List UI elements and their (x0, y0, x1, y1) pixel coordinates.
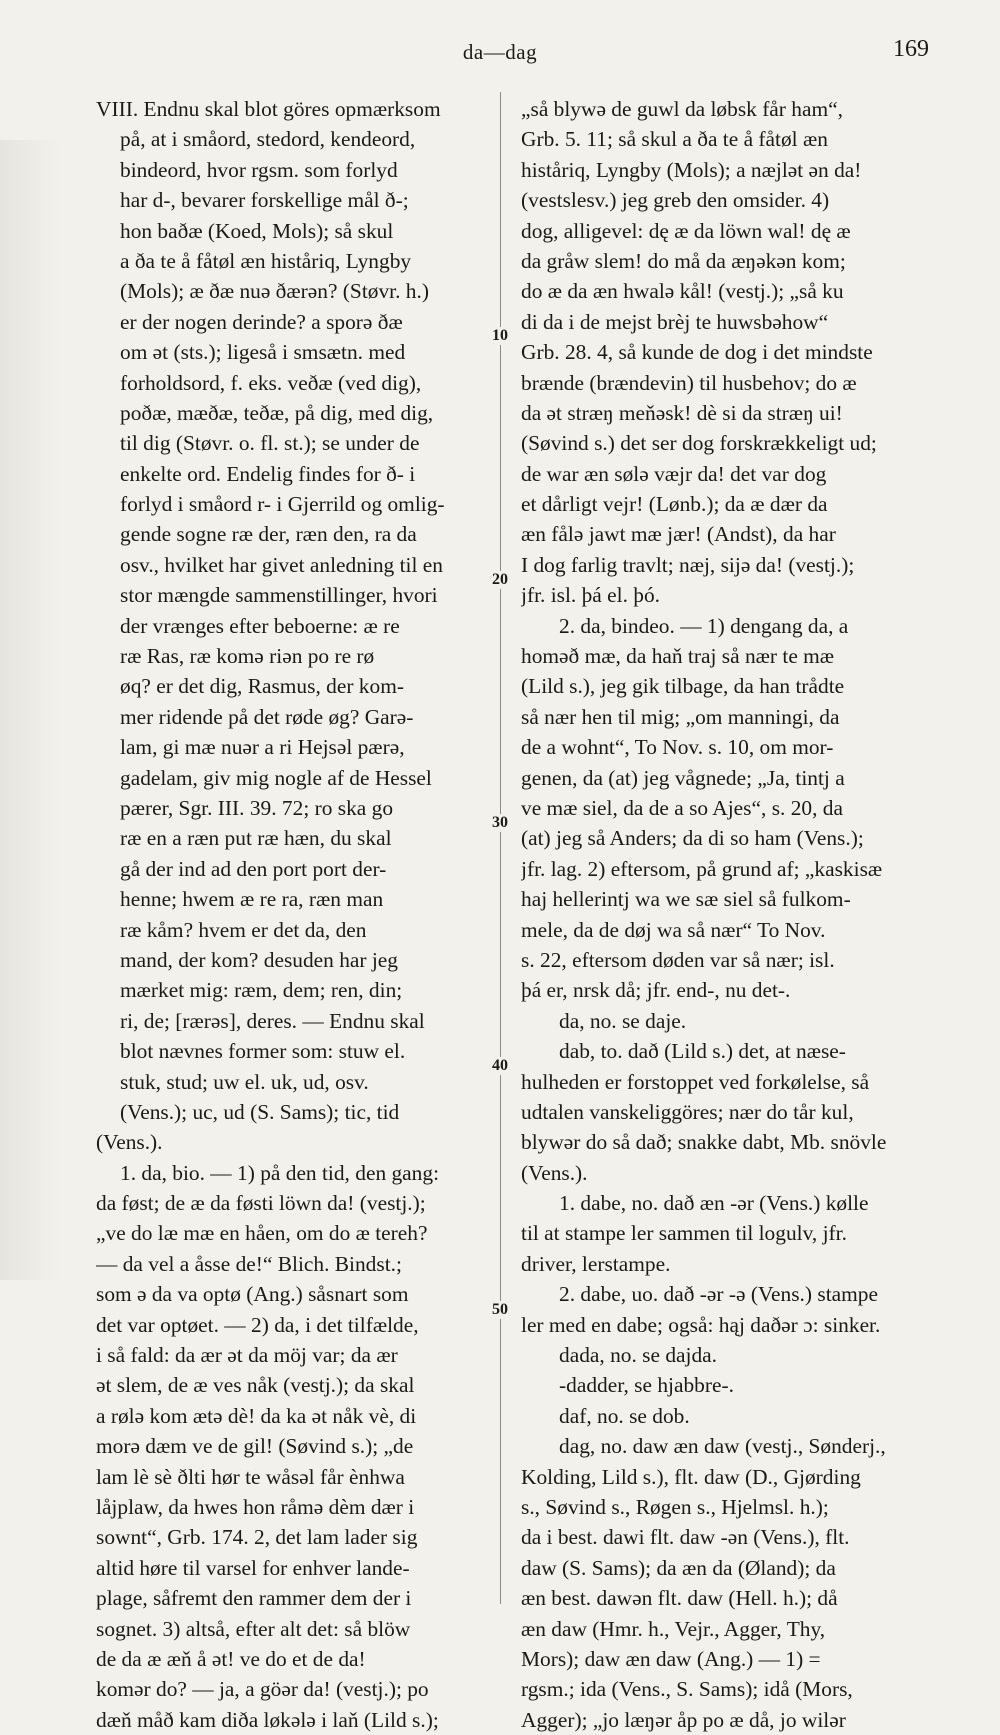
text-line: a rølə kom ætə dè! da ka ət nåk vè, di (96, 1403, 417, 1428)
text-line: sownt“, Grb. 174. 2, det lam lader sig (96, 1525, 418, 1550)
text-line: gende sogne ræ der, ræn den, ra da (120, 522, 417, 547)
text-line: „så blywə de guwl da løbsk får ham“, (521, 97, 843, 121)
text-line: til dig (Støvr. o. fl. st.); se under de (120, 431, 420, 456)
text-line: ler med en dabe; også: hąj daðər ɔ: sinker. (521, 1312, 881, 1337)
text-line: da føst; de æ da føsti löwn da! (vestj.); (96, 1191, 426, 1216)
text-line: (Vens.); uc, ud (S. Sams); tic, tid (120, 1099, 400, 1124)
text-line: er der nogen derinde? a sporə ðæ (120, 309, 403, 334)
text-line: enkelte ord. Endelig findes for ð- i (120, 461, 416, 486)
text-line: brænde (brændevin) til husbehov; do æ (521, 370, 857, 395)
text-line: s., Søvind s., Røgen s., Hjelmsl. h.); (521, 1494, 829, 1519)
text-line: a ða te å fåtøl æn histåriq, Lyngby (120, 248, 412, 273)
text-line: på, at i småord, stedord, kendeord, (120, 127, 416, 152)
text-line: mer ridende på det røde øg? Garə- (120, 704, 414, 729)
text-line: „ve do læ mæ en håen, om do æ tereh? (96, 1221, 428, 1246)
text-line: lam, gi mæ nuər a ri Hejsəl pærə, (120, 735, 405, 760)
text-line: 1. da, bio. — 1) på den tid, den gang: (120, 1160, 440, 1185)
text-line: gadelam, giv mig nogle af de Hessel (120, 765, 432, 790)
text-line: som ə da va optø (Ang.) såsnart som (96, 1282, 409, 1307)
text-line: driver, lerstampe. (521, 1251, 671, 1276)
running-header: da—dag (462, 40, 538, 64)
text-line: I dog farlig travlt; næj, sijə da! (vestj.); (521, 552, 855, 577)
right-column (521, 94, 926, 1735)
text-line: blot nævnes former som: stuw el. (120, 1039, 406, 1064)
text-line: jfr. lag. 2) eftersom, på grund af; „kaskisæ (521, 856, 883, 881)
text-line: Kolding, Lild s.), flt. daw (D., Gjørding (521, 1464, 861, 1489)
text-line: 1. dabe, no. dað æn -ər (Vens.) kølle (559, 1191, 869, 1216)
line-number: 40 (492, 1057, 508, 1074)
text-line: blywər do så dað; snakke dabt, Mb. snövle (521, 1130, 887, 1155)
text-line: Agger); „jo læŋər åp po æ då, jo wilər (521, 1707, 846, 1732)
text-line: ræ en a ræn put ræ hæn, du skal (120, 826, 392, 851)
text-line: bindeord, hvor rgsm. som forlyd (120, 157, 398, 182)
text-line: stuk, stud; uw el. uk, ud, osv. (120, 1069, 369, 1094)
text-line: — da vel a åsse de!“ Blich. Bindst.; (96, 1251, 402, 1276)
text-line: do æ da æn hwalə kål! (vestj.); „så ku (521, 279, 844, 304)
text-line: plage, såfremt den rammer dem der i (96, 1586, 412, 1611)
text-line: har d-, bevarer forskellige mål ð-; (120, 188, 409, 213)
text-line: æn best. dawən flt. daw (Hell. h.); då (521, 1586, 838, 1611)
text-line: -dadder, se hjabbre-. (559, 1373, 734, 1398)
text-line: til at stampe ler sammen til logulv, jfr. (521, 1221, 847, 1246)
text-line: ri, de; [rærəs], deres. — Endnu skal (120, 1008, 425, 1033)
text-line: ræ Ras, ræ komə riən po re rø (120, 644, 375, 669)
text-line: det var optøet. — 2) da, i det tilfælde, (96, 1312, 419, 1337)
text-line: pærer, Sgr. III. 39. 72; ro ska go (120, 795, 394, 820)
text-line: et dårligt vejr! (Lønb.); da æ dær da (521, 492, 828, 517)
text-line: jfr. isl. þá el. þó. (521, 583, 661, 608)
text-line: øq? er det dig, Rasmus, der kom- (120, 674, 404, 699)
text-line: (Vens.). (521, 1160, 588, 1185)
text-line: dag, no. daw æn daw (vestj., Sønderj., (559, 1434, 886, 1459)
text-line: daf, no. se dob. (559, 1403, 690, 1428)
text-line: daw (S. Sams); da æn da (Øland); da (521, 1555, 836, 1580)
text-line: komər do? — ja, a göər da! (vestj.); po (96, 1677, 429, 1702)
line-number: 50 (492, 1301, 508, 1318)
text-line: (Lild s.), jeg gik tilbage, da han trådte (521, 674, 845, 699)
text-line: 2. dabe, uo. dað -ər -ə (Vens.) stampe (559, 1282, 878, 1307)
text-line: æn daw (Hmr. h., Vejr., Agger, Thy, (521, 1616, 826, 1641)
text-line: Grb. 28. 4, så kunde de dog i det mindste (521, 340, 873, 365)
text-line: (Mols); æ ðæ nuə ðærən? (Støvr. h.) (120, 279, 429, 304)
text-line: forholdsord, f. eks. veðæ (ved dig), (120, 370, 422, 395)
text-line: homəð mæ, da haň traj så nær te mæ (521, 644, 835, 669)
text-line: Mors); daw æn daw (Ang.) — 1) = (521, 1646, 821, 1671)
text-line: mand, der kom? desuden har jeg (120, 947, 398, 972)
page-shadow (0, 140, 60, 1280)
text-line: stor mængde sammenstillinger, hvori (120, 583, 438, 608)
text-line: (vestslesv.) jeg greb den omsider. 4) (521, 188, 830, 213)
text-line: (at) jeg så Anders; da di so ham (Vens.); (521, 826, 864, 851)
text-line: rgsm.; ida (Vens., S. Sams); idå (Mors, (521, 1677, 853, 1702)
text-line: de war æn sølə væjr da! det var dog (521, 461, 827, 486)
text-line: der vrænges efter beboerne: æ re (120, 613, 400, 638)
text-line: dæň måð kam diða løkələ i laň (Lild s.); (96, 1707, 439, 1732)
text-line: så nær hen til mig; „om manningi, da (521, 704, 840, 729)
text-line: 2. da, bindeo. — 1) dengang da, a (559, 613, 849, 638)
line-number: 10 (492, 327, 508, 344)
text-line: (Søvind s.) det ser dog forskrækkeligt ud; (521, 431, 877, 456)
text-line: da ət stræŋ meňəsk! dè si da stræŋ ui! (521, 400, 843, 425)
text-line: låjplaw, da hwes hon råmə dèm dær i (96, 1494, 415, 1519)
text-line: de da æ æň å ət! ve do et de da! (96, 1646, 366, 1671)
text-line: hon baðæ (Koed, Mols); så skul (120, 218, 394, 243)
text-line: hulheden er forstoppet ved forkølelse, så (521, 1069, 870, 1094)
text-line: sognet. 3) altså, efter alt det: så blöw (96, 1616, 411, 1641)
text-line: dab, to. dað (Lild s.) det, at næse- (559, 1039, 846, 1064)
text-line: altid høre til varsel for enhver lande- (96, 1555, 410, 1580)
text-line: histåriq, Lyngby (Mols); a næjlət ən da! (521, 157, 862, 182)
text-line: þá er, nrsk då; jfr. end-, nu det-. (521, 978, 791, 1003)
text-line: mele, da de døj wa så nær“ To Nov. (521, 917, 826, 942)
text-line: dog, alligevel: dę æ da löwn wal! dę æ (521, 218, 851, 243)
text-line: dada, no. se dajda. (559, 1343, 717, 1368)
text-line: VIII. Endnu skal blot göres opmærksom (96, 97, 441, 121)
text-line: om ət (sts.); ligeså i smsætn. med (120, 340, 406, 365)
text-line: gå der ind ad den port port der- (120, 856, 387, 881)
text-line: genen, da (at) jeg vågnede; „Ja, tintj a (521, 765, 845, 790)
page-number: 169 (893, 36, 929, 62)
text-line: mærket mig: ræm, dem; ren, din; (120, 978, 403, 1003)
text-line: (Vens.). (96, 1130, 163, 1155)
text-line: udtalen vanskeliggöres; nær do tår kul, (521, 1099, 854, 1124)
text-line: de a wohnt“, To Nov. s. 10, om mor- (521, 735, 834, 760)
text-line: osv., hvilket har givet anledning til en (120, 552, 443, 577)
text-line: æn fålə jawt mæ jær! (Andst), da har (521, 522, 836, 547)
text-line: i så fald: da ær ət da möj var; da ær (96, 1343, 398, 1368)
text-line: henne; hwem æ re ra, ræn man (120, 887, 384, 912)
text-line: forlyd i småord r- i Gjerrild og omlig- (120, 492, 445, 517)
text-line: lam lè sè ðlti hør te wåsəl får ènhwa (96, 1464, 405, 1489)
text-line: poðæ, mæðæ, teðæ, på dig, med dig, (120, 400, 434, 425)
text-line: s. 22, eftersom døden var så nær; isl. (521, 947, 835, 972)
text-line: da gråw slem! do må da æŋəkən kom; (521, 248, 846, 273)
text-line: da, no. se daje. (559, 1008, 687, 1033)
text-line: ræ kåm? hvem er det da, den (120, 917, 367, 942)
text-line: haj hellerintj wa we sæ siel så fulkom- (521, 887, 851, 912)
line-number: 20 (492, 571, 508, 588)
text-line: ve mæ siel, da de a so Ajes“, s. 20, da (521, 795, 843, 820)
text-line: ət slem, de æ ves nåk (vestj.); da skal (96, 1373, 415, 1398)
left-column (96, 94, 501, 1735)
line-number: 30 (492, 814, 508, 831)
text-line: di da i de mejst brèj te huwsbəhow“ (521, 309, 829, 334)
text-line: da i best. dawi flt. daw -ən (Vens.), flt. (521, 1525, 850, 1550)
text-line: morə dæm ve de gil! (Søvind s.); „de (96, 1434, 414, 1459)
text-line: Grb. 5. 11; så skul a ða te å fåtøl æn (521, 127, 828, 152)
